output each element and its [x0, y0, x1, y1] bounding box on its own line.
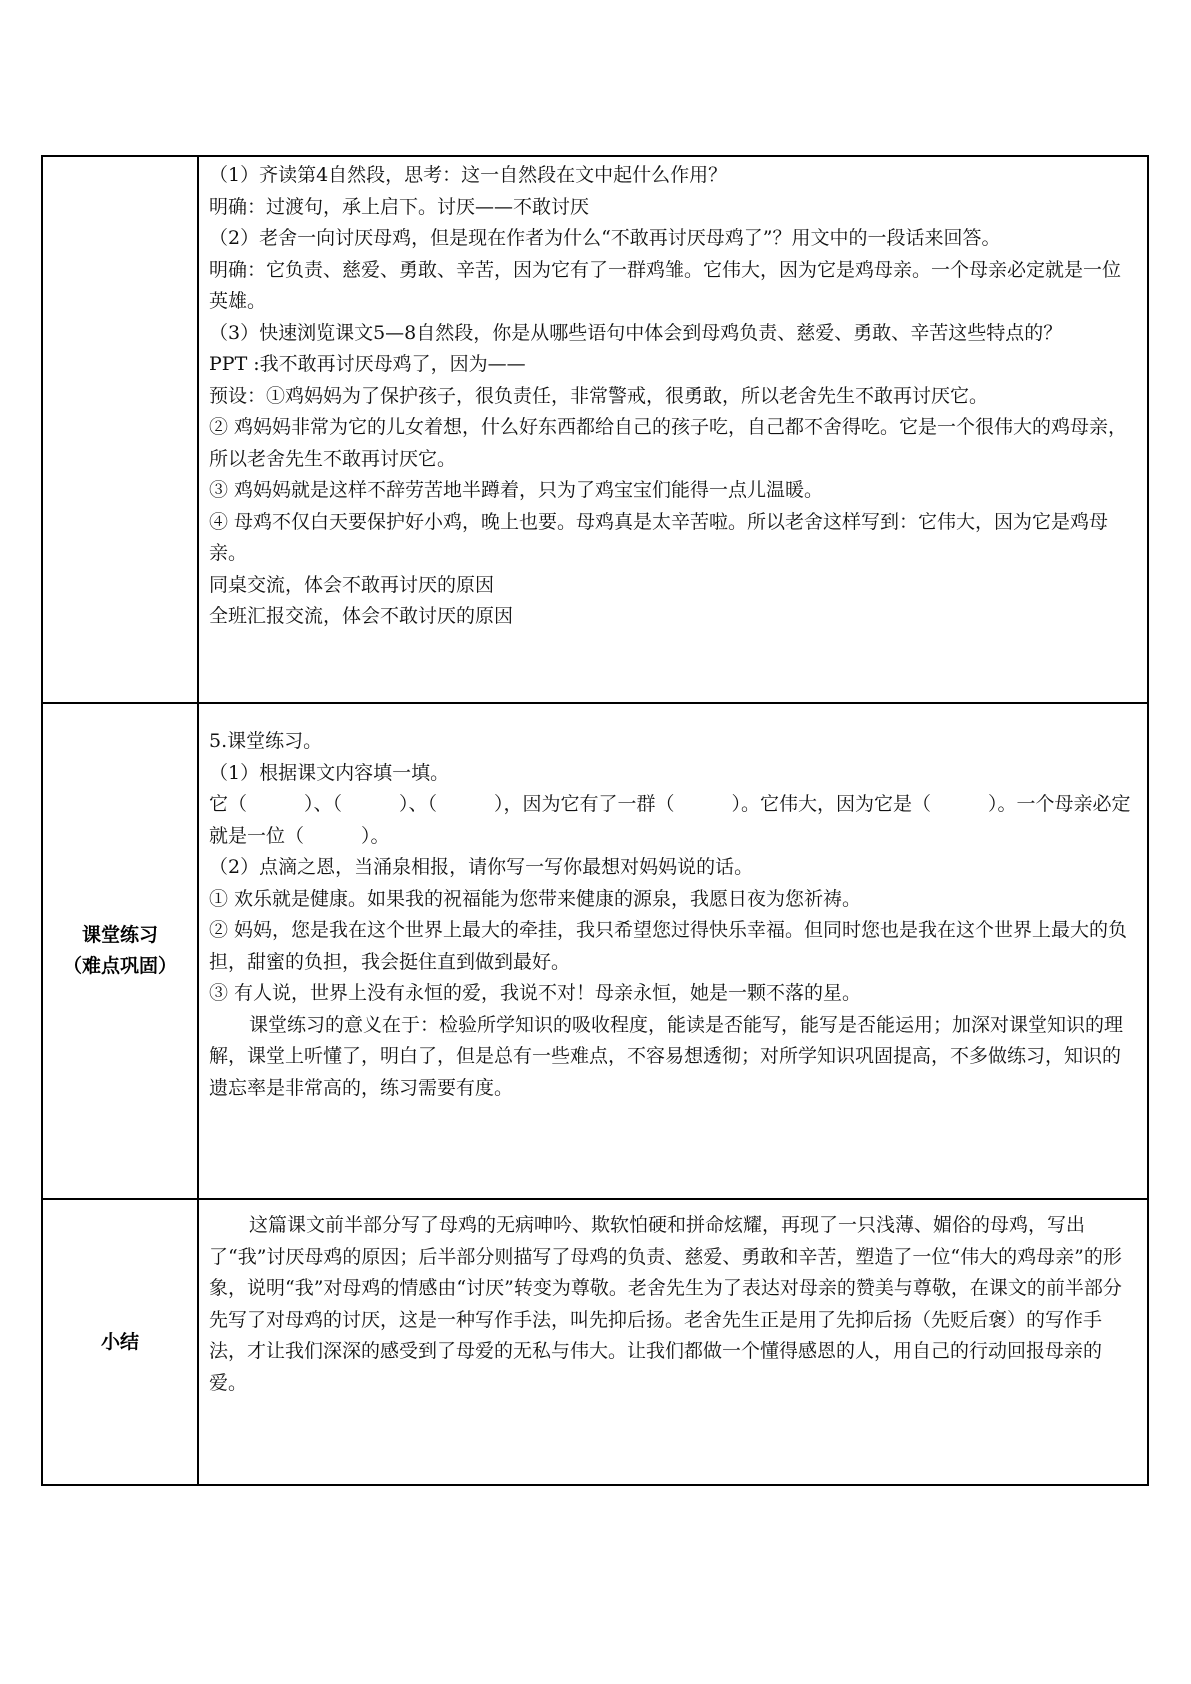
message-3: ③ 有人说，世界上没有永恒的爱，我说不对！母亲永恒，她是一颗不落的星。	[209, 982, 862, 1004]
summary-content	[198, 1199, 1148, 1485]
message-2: ② 妈妈，您是我在这个世界上最大的牵挂，我只希望您过得快乐幸福。但同时您也是我在这个世界上最大的负担，甜蜜的负担，我会挺住直到做到最好。	[209, 919, 1128, 973]
preset-answer-3: ③ 鸡妈妈就是这样不辞劳苦地半蹲着，只为了鸡宝宝们能得一点儿温暖。	[209, 479, 824, 501]
practice-item-2: （2）点滴之恩，当涌泉相报，请你写一写你最想对妈妈说的话。	[209, 856, 754, 878]
summary-paragraph: 这篇课文前半部分写了母鸡的无病呻吟、欺软怕硬和拼命炫耀，再现了一只浅薄、媚俗的母鸡，写出了“我”讨厌母鸡的原因；后半部分则描写了母鸡的负责、慈爱、勇敢和辛苦，塑造了一位“伟大的鸡母亲”的形象，说明“我”对母鸡的情感由“讨厌”转变为尊敬。老舍先生为了表达对母亲的赞美与尊敬，在课文的前半部分先写了对母鸡的讨厌，这是一种写作手法，叫先抑后扬。老舍先生正是用了先抑后扬（先贬后褒）的写作手法，才让我们深深的感受到了母爱的无私与伟大。让我们都做一个懂得感恩的人，用自己的行动回报母亲的爱。	[209, 1214, 1122, 1394]
reading-discussion-content	[198, 156, 1148, 703]
practice-content	[198, 703, 1148, 1199]
practice-significance: 课堂练习的意义在于：检验所学知识的吸收程度，能读是否能写，能写是否能运用；加深对课堂知识的理解，课堂上听懂了，明白了，但是总有一些难点，不容易想透彻；对所学知识巩固提高，不多做练习，知识的遗忘率是非常高的，练习需要有度。	[209, 1013, 1124, 1099]
class-report: 全班汇报交流，体会不敢讨厌的原因	[209, 605, 514, 627]
question-1: （1）齐读第4自然段，思考：这一自然段在文中起什么作用？	[209, 164, 728, 186]
table-row	[42, 1199, 1148, 1485]
row-label-empty	[42, 156, 198, 703]
ppt-prompt: PPT :我不敢再讨厌母鸡了，因为——	[209, 353, 526, 375]
message-1: ① 欢乐就是健康。如果我的祝福能为您带来健康的源泉，我愿日夜为您祈祷。	[209, 887, 862, 910]
table-row	[42, 703, 1148, 1199]
practice-heading: 5.课堂练习。	[209, 730, 323, 752]
table-row	[42, 156, 1148, 703]
pair-discussion: 同桌交流，体会不敢再讨厌的原因	[209, 573, 495, 596]
preset-answer-2: ② 鸡妈妈非常为它的儿女着想，什么好东西都给自己的孩子吃，自己都不舍得吃。它是一个很伟大的鸡母亲，所以老舍先生不敢再讨厌它。	[209, 416, 1128, 470]
row-label-practice	[42, 703, 198, 1199]
answer-2: 明确：它负责、慈爱、勇敢、辛苦，因为它有了一群鸡雏。它伟大，因为它是鸡母亲。一个母亲必定就是一位英雄。	[209, 258, 1122, 312]
question-2: （2）老舍一向讨厌母鸡，但是现在作者为什么“不敢再讨厌母鸡了”？用文中的一段话来回答。	[209, 227, 1001, 249]
preset-answer-1: 预设：①鸡妈妈为了保护孩子，很负责任，非常警戒，很勇敢，所以老舍先生不敢再讨厌它。	[209, 384, 989, 407]
row-label-summary	[42, 1199, 198, 1485]
fill-in-blank: 它（ ）、（ ）、（ ），因为它有了一群（ ）。它伟大，因为它是（ ）。一个母亲必定就是一位（ ）。	[209, 793, 1131, 847]
lesson-plan-table	[41, 155, 1149, 1486]
answer-1: 明确：过渡句，承上启下。讨厌——不敢讨厌	[209, 195, 590, 218]
label-title: 小结	[100, 1331, 139, 1353]
question-3: （3）快速浏览课文5—8自然段，你是从哪些语句中体会到母鸡负责、慈爱、勇敢、辛苦这些特点的？	[209, 321, 1063, 344]
preset-answer-4: ④ 母鸡不仅白天要保护好小鸡，晚上也要。母鸡真是太辛苦啦。所以老舍这样写到：它伟大，因为它是鸡母亲。	[209, 510, 1109, 564]
practice-item-1: （1）根据课文内容填一填。	[209, 761, 450, 784]
label-subtitle: （难点巩固）	[62, 956, 177, 977]
label-title: 课堂练习	[81, 925, 158, 946]
